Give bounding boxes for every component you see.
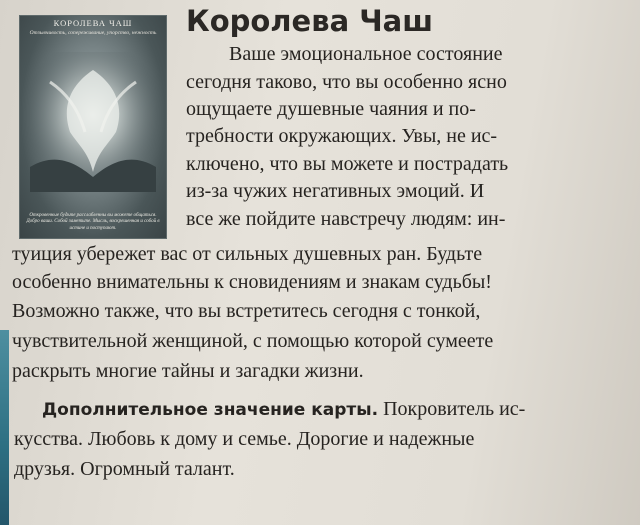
text-line: из-за чужих негативных эмоций. И — [186, 180, 485, 202]
text-line: все же пойдите навстречу людям: ин- — [186, 208, 506, 230]
section-heading: Королева Чаш — [186, 4, 434, 38]
text-line: сегодня таково, что вы особенно ясно — [186, 71, 507, 93]
card-title: КОРОЛЕВА ЧАШ — [53, 18, 133, 28]
extra-meaning-label: Дополнительное значение карты. — [42, 400, 379, 420]
card-caption: Откровенные будьте расслабленны вы можете общаться. Добро ваши. Собой заметьте. Мысль, воскрешенная и собой в истине и поступают. — [26, 212, 160, 231]
extra-meaning-line — [42, 398, 525, 421]
text-line: Возможно также, что вы встретитесь сегодня с тонкой, — [12, 300, 481, 322]
text-line: туиция убережет вас от сильных душевных ран. Будьте — [12, 243, 483, 265]
text-line: раскрыть многие тайны и загадки жизни. — [12, 360, 364, 382]
card-illustration — [30, 52, 156, 192]
text-line: ощущаете душевные чаяния и по- — [186, 98, 476, 120]
text-line: Ваше эмоциональное состояние — [229, 43, 503, 65]
text-line: чувствительной женщиной, с помощью которой сумеете — [12, 330, 494, 352]
text-line: особенно внимательны к сновидениям и знакам судьбы! — [12, 271, 492, 293]
card-subtitle: Отзывчивость, сопереживание, упорство, нежность — [29, 30, 157, 36]
text-line: кусства. Любовь к дому и семье. Дорогие и надежные — [14, 428, 475, 450]
extra-meaning-text: Покровитель ис- — [378, 398, 526, 420]
page-edge-decoration — [0, 330, 9, 525]
tarot-card-image — [20, 16, 166, 238]
text-line: ключено, что вы можете и пострадать — [186, 153, 509, 175]
text-line: друзья. Огромный талант. — [14, 458, 235, 480]
text-line: требности окружающих. Увы, не ис- — [186, 125, 498, 147]
